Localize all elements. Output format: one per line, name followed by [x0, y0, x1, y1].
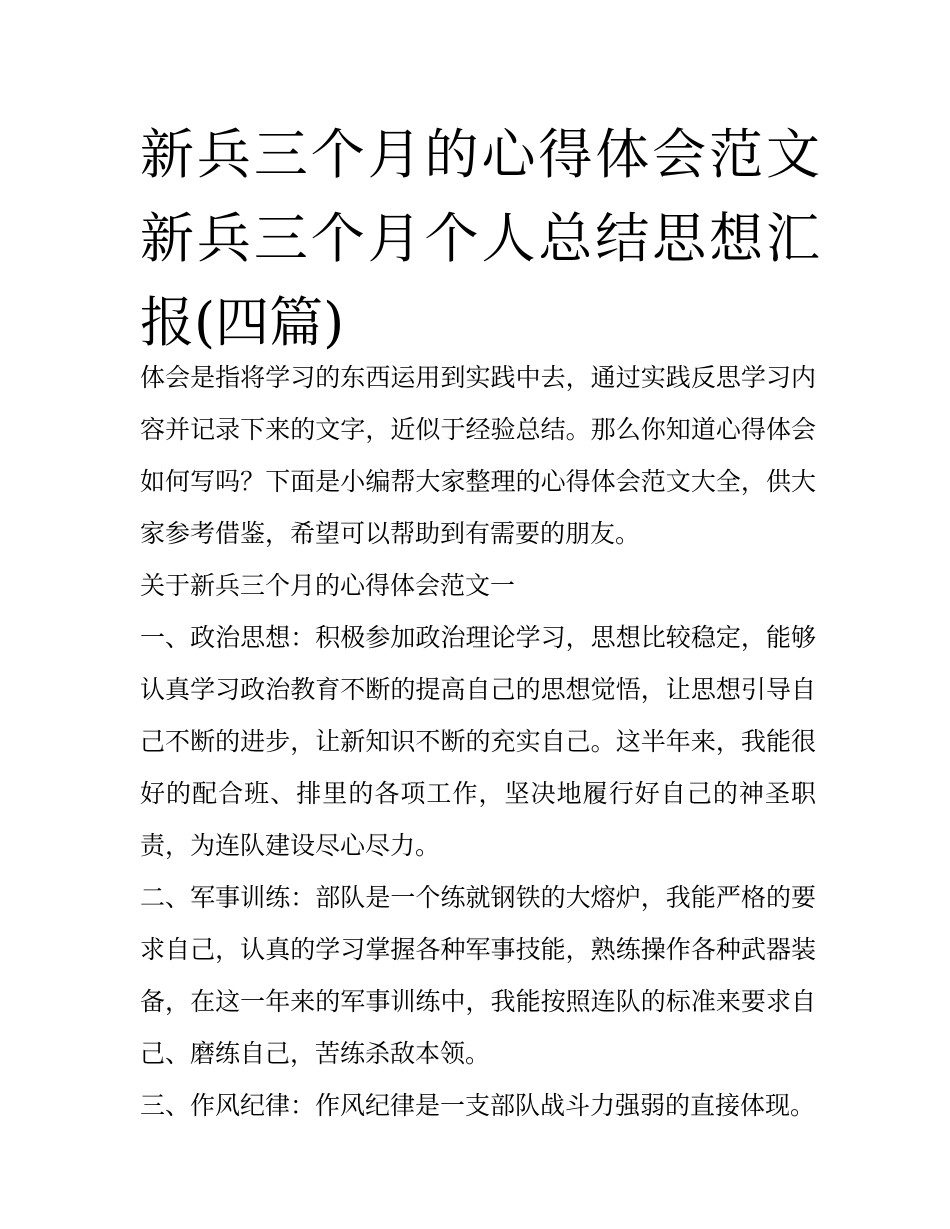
political-paragraph: 一、政治思想：积极参加政治理论学习，思想比较稳定，能够认真学习政治教育不断的提高自己的思想觉悟，让思想引导自己不断的进步，让新知识不断的充实自己。这半年来，我能很好的配合班、排里的各项工作，坚决地履行好自己的神圣职责，为连队建设尽心尽力。 — [140, 623, 816, 860]
section-heading: 关于新兵三个月的心得体会范文一 — [140, 571, 516, 600]
document-title: 新兵三个月的心得体会范文 新兵三个月个人总结思想汇报(四篇) — [140, 123, 820, 354]
intro-paragraph: 体会是指将学习的东西运用到实践中去，通过实践反思学习内容并记录下来的文字，近似于经验总结。那么你知道心得体会如何写吗？下面是小编帮大家整理的心得体会范文大全，供大家参考借鉴，希望可以帮助到有需要的朋友。 — [140, 363, 816, 548]
document-body — [140, 352, 816, 1132]
discipline-paragraph: 三、作风纪律：作风纪律是一支部队战斗力强弱的直接体现。 — [140, 1091, 816, 1120]
military-training-paragraph: 二、军事训练：部队是一个练就钢铁的大熔炉，我能严格的要求自己，认真的学习掌握各种军事技能，熟练操作各种武器装备，在这一年来的军事训练中，我能按照连队的标准来要求自己、磨练自己，苦练杀敌本领。 — [140, 883, 816, 1068]
